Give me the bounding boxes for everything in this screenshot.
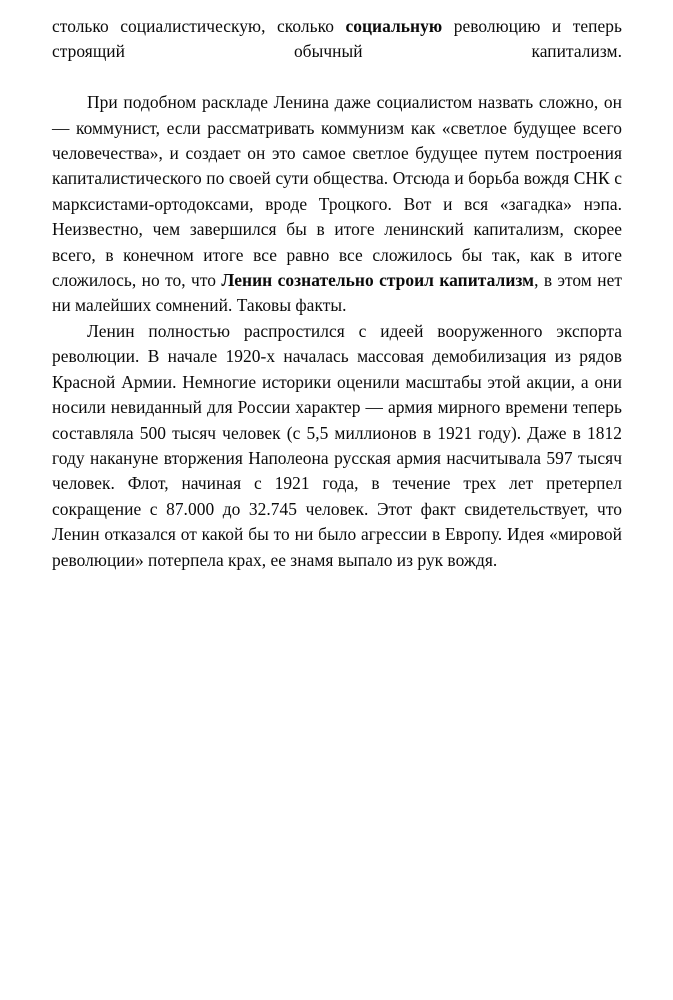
paragraph-1	[52, 14, 622, 90]
paragraph-3	[52, 319, 622, 573]
paragraph-3-run-1: Ленин полностью распростился с идеей вооруженного экспорта революции. В начале 1920-х началась массовая демобилизация из рядов Красной Армии. Немногие историки оценили масштабы этой акции, а они носили невиданный для России характер — армия мирного времени теперь составляла 500 тысяч человек (с 5,5 миллионов в 1921 году). Даже в 1812 году накануне вторжения Наполеона русская армия насчитывала 597 тысяч человек. Флот, начиная с 1921 года, в течение трех лет претерпел сокращение с 87.000 до 32.745 человек. Этот факт свидетельствует, что Ленин отказался от какой бы то ни было агрессии в Европу. Идея «мировой революции» потерпела крах, ее знамя выпало из рук вождя.	[52, 320, 622, 570]
paragraph-2-run-3: , в этом нет ни малейших сомнений. Таковы факты.	[52, 270, 622, 316]
blank-lower-page-area	[0, 545, 673, 1000]
paragraph-1-run-3: революцию и теперь строящий обычный капитализм.	[52, 16, 622, 62]
page-text-block	[52, 14, 622, 573]
paragraph-2-bold-emphasis: Ленин сознательно строил капитализм	[221, 270, 535, 291]
paragraph-1-bold-emphasis: социальную	[345, 16, 443, 36]
paragraph-2	[52, 90, 622, 319]
paragraph-2-run-1: При подобном раскладе Ленина даже социалистом назвать сложно, он — коммунист, если рассматривать коммунизм как «светлое будущее всего человечества», и создает он это самое светлое будущее путем построения капиталистического по своей сути общества. Отсюда и борьба вождя СНК с марксистами-ортодоксами, вроде Троцкого. Вот и вся «загадка» нэпа. Неизвестно, чем завершился бы в итоге ленинский капитализм, скорее всего, в конечном итоге все равно все сложилось бы так, как в итоге сложилось, но то, что	[52, 92, 622, 291]
paragraph-1-run-1: столько социалистическую, сколько	[52, 16, 346, 36]
